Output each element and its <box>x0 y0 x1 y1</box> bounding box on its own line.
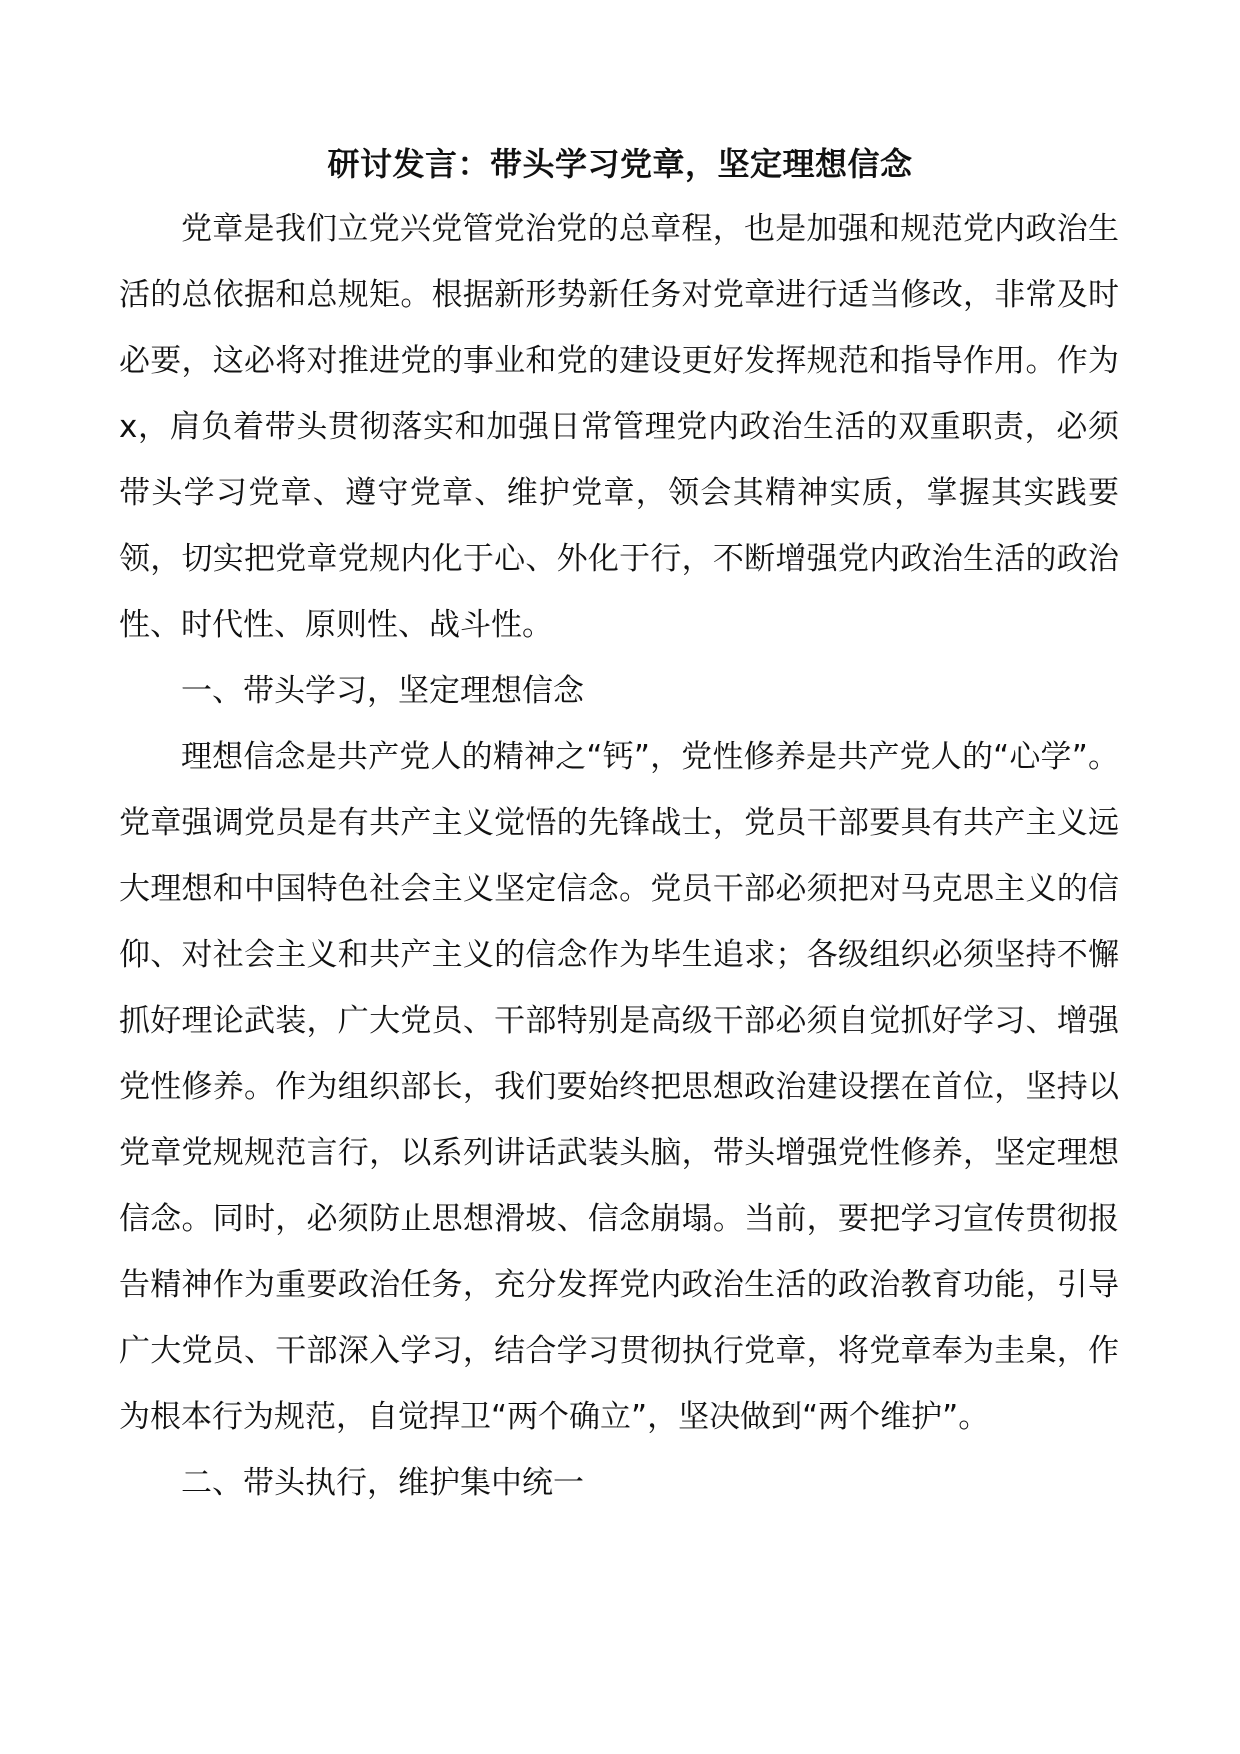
document-body <box>119 196 1119 1516</box>
document-title: 研讨发言：带头学习党章，坚定理想信念 <box>327 145 913 183</box>
section-heading-1: 一、带头学习，坚定理想信念 <box>181 673 584 709</box>
intro-paragraph: 党章是我们立党兴党管党治党的总章程，也是加强和规范党内政治生活的总依据和总规矩。根据新形势新任务对党章进行适当修改，非常及时必要，这必将对推进党的事业和党的建设更好发挥规范和指导作用。作为x，肩负着带头贯彻落实和加强日常管理党内政治生活的双重职责，必须带头学习党章、遵守党章、维护党章，领会其精神实质，掌握其实践要领，切实把党章党规内化于心、外化于行，不断增强党内政治生活的政治性、时代性、原则性、战斗性。 <box>119 211 1119 643</box>
section-heading-2: 二、带头执行，维护集中统一 <box>181 1465 584 1501</box>
section-1-paragraph: 理想信念是共产党人的精神之“钙”，党性修养是共产党人的“心学”。党章强调党员是有共产主义觉悟的先锋战士，党员干部要具有共产主义远大理想和中国特色社会主义坚定信念。党员干部必须把对马克思主义的信仰、对社会主义和共产主义的信念作为毕生追求；各级组织必须坚持不懈抓好理论武装，广大党员、干部特别是高级干部必须自觉抓好学习、增强党性修养。作为组织部长，我们要始终把思想政治建设摆在首位，坚持以党章党规规范言行，以系列讲话武装头脑，带头增强党性修养，坚定理想信念。同时，必须防止思想滑坡、信念崩塌。当前，要把学习宣传贯彻报告精神作为重要政治任务，充分发挥党内政治生活的政治教育功能，引导广大党员、干部深入学习，结合学习贯彻执行党章，将党章奉为圭臬，作为根本行为规范，自觉捍卫“两个确立”，坚决做到“两个维护”。 <box>119 739 1119 1435</box>
